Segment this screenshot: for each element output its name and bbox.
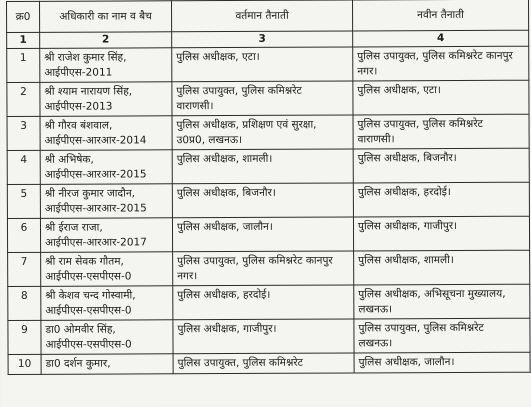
new-posting-line: पुलिस अधीक्षक, गाजीपुर। — [357, 220, 458, 233]
current-posting-cell — [172, 217, 353, 252]
officer-name-cell — [41, 320, 173, 355]
new-posting-cell — [353, 114, 529, 149]
officer-name-line: श्री नीरज कुमार जादौन, — [44, 187, 136, 200]
officer-name-cell — [41, 354, 173, 374]
current-posting-cell — [173, 353, 354, 373]
new-posting-line: पुलिस उपायुक्त, पुलिस कमिश्नरेट — [358, 321, 484, 335]
new-posting-line: पुलिस अधीक्षक, एटा। — [357, 84, 441, 97]
officer-name-cell — [40, 150, 172, 185]
header-new-posting: नवीन तैनाती — [353, 0, 529, 31]
new-posting-line: लखनऊ। — [358, 336, 393, 349]
current-posting-line: पुलिस अधीक्षक, प्रशिक्षण एवं सुरक्षा, — [176, 118, 317, 132]
current-posting-line: पुलिस अधीक्षक, जालौन। — [176, 220, 273, 234]
serial-number: 1 — [7, 48, 40, 82]
serial-number: 3 — [7, 116, 40, 150]
header-sr: क्र0 — [7, 1, 40, 32]
officer-name-cell — [40, 82, 172, 117]
serial-number: 7 — [8, 252, 41, 286]
current-posting-cell — [172, 115, 353, 150]
officer-name-line: आईपीएस-आरआर-2015 — [44, 167, 147, 181]
new-posting-line: पुलिस अधीक्षक, बिजनौर। — [357, 152, 457, 165]
officer-name-line: आईपीएस-आरआर-2017 — [45, 235, 147, 249]
header-row — [7, 0, 529, 32]
current-posting-line: पुलिस उपायुक्त, पुलिस कमिश्नरेट — [176, 84, 302, 98]
new-posting-line: पुलिस अधीक्षक, शामली। — [358, 254, 454, 267]
header-officer-name: अधिकारी का नाम व बैच — [40, 1, 172, 33]
officer-name-line: आईपीएस-आरआर-2014 — [44, 133, 147, 147]
current-posting-line: वाराणसी। — [176, 99, 214, 112]
new-posting-line: पुलिस उपायुक्त, पुलिस कमिश्नरेट — [357, 117, 483, 131]
table-body — [7, 46, 530, 374]
current-posting-line: उ0प्र0, लखनऊ। — [176, 133, 243, 146]
new-posting-cell — [354, 284, 530, 319]
table-row — [8, 284, 530, 320]
current-posting-line: नगर। — [177, 269, 198, 282]
serial-number: 2 — [7, 82, 40, 116]
column-number: 4 — [353, 30, 529, 47]
current-posting-line: पुलिस अधीक्षक, हरदोई। — [177, 288, 271, 302]
table-row — [7, 182, 529, 218]
new-posting-cell — [353, 80, 529, 115]
current-posting-cell — [172, 149, 353, 184]
officer-name-line: आईपीएस-आरआर-2015 — [44, 201, 147, 215]
officer-name-line: आईपीएस-एसपीएस-0 — [45, 303, 132, 317]
table-row — [8, 318, 530, 354]
officer-name-line: श्री गौरव बंशवाल, — [44, 119, 113, 132]
officer-name-cell — [40, 184, 172, 219]
officer-name-cell — [40, 218, 172, 253]
current-posting-line: पुलिस अधीक्षक, शामली। — [176, 152, 273, 166]
serial-number: 9 — [8, 320, 41, 354]
serial-number: 5 — [7, 184, 40, 218]
officer-name-line: श्री ईराज राजा, — [44, 221, 103, 234]
officer-name-cell — [40, 116, 172, 151]
table-row — [7, 148, 529, 184]
transfer-table — [6, 0, 531, 374]
current-posting-line: पुलिस अधीक्षक, गाजीपुर। — [177, 322, 277, 336]
new-posting-line: पुलिस उपायुक्त, पुलिस कमिश्नरेट कानपुर — [357, 49, 513, 63]
header-current-posting: वर्तमान तैनाती — [172, 0, 353, 32]
current-posting-cell — [172, 81, 353, 116]
current-posting-cell — [173, 319, 354, 354]
current-posting-cell — [173, 285, 354, 320]
officer-name-line: श्री राजेश कुमार सिंह, — [44, 51, 127, 64]
officer-name-line: डा0 दर्शन कुमार, — [45, 357, 111, 370]
new-posting-line: नगर। — [357, 64, 378, 77]
officer-name-line: आईपीएस-एसपीएस-0 — [45, 337, 132, 351]
table-row — [7, 80, 529, 116]
current-posting-line: पुलिस उपायुक्त, पुलिस कमिश्नरेट — [177, 356, 303, 370]
table-row — [7, 114, 529, 150]
current-posting-line: पुलिस अधीक्षक, बिजनौर। — [176, 186, 276, 200]
officer-name-cell — [40, 48, 172, 83]
table-row — [8, 250, 530, 286]
current-posting-cell — [172, 47, 353, 82]
officer-name-line: श्री केशव चन्द गोस्वामी, — [45, 289, 136, 302]
new-posting-cell — [353, 216, 529, 251]
table-row — [7, 46, 529, 82]
new-posting-line: पुलिस अधीक्षक, हरदोई। — [357, 186, 451, 199]
column-number: 3 — [172, 31, 353, 48]
new-posting-line: पुलिस अधीक्षक, जालौन। — [358, 356, 455, 369]
new-posting-cell — [353, 46, 529, 81]
current-posting-cell — [173, 251, 354, 286]
new-posting-cell — [353, 148, 529, 183]
new-posting-cell — [354, 352, 530, 372]
new-posting-cell — [354, 250, 530, 285]
column-number: 1 — [7, 32, 40, 48]
column-number: 2 — [40, 32, 172, 49]
current-posting-cell — [172, 183, 353, 218]
current-posting-line: पुलिस अधीक्षक, एटा। — [176, 50, 260, 64]
serial-number: 6 — [7, 218, 40, 252]
new-posting-line: पुलिस अधीक्षक, अभिसूचना मुख्यालय, — [358, 287, 506, 301]
officer-name-line: श्री श्याम नारायण सिंह, — [44, 85, 133, 98]
officer-name-line: श्री अभिषेक, — [44, 153, 94, 166]
officer-name-line: आईपीएस-एसपीएस-0 — [45, 269, 132, 283]
officer-name-line: आईपीएस-2013 — [44, 100, 113, 113]
new-posting-line: लखनऊ। — [358, 302, 393, 315]
officer-name-cell — [41, 286, 173, 321]
serial-number: 8 — [8, 286, 41, 320]
officer-name-line: श्री राम सेवक गौतम, — [45, 255, 124, 268]
officer-name-line: आईपीएस-2011 — [44, 66, 113, 79]
table-row — [8, 352, 530, 374]
current-posting-line: पुलिस उपायुक्त, पुलिस कमिश्नरेट कानपुर — [177, 254, 333, 268]
new-posting-cell — [353, 182, 529, 217]
serial-number: 4 — [7, 150, 40, 184]
table-row — [7, 216, 529, 252]
serial-number: 10 — [8, 354, 41, 374]
officer-name-line: डा0 ओमवीर सिंह, — [45, 323, 116, 336]
officer-name-cell — [41, 252, 173, 287]
new-posting-cell — [354, 318, 530, 353]
new-posting-line: वाराणसी। — [357, 132, 395, 145]
